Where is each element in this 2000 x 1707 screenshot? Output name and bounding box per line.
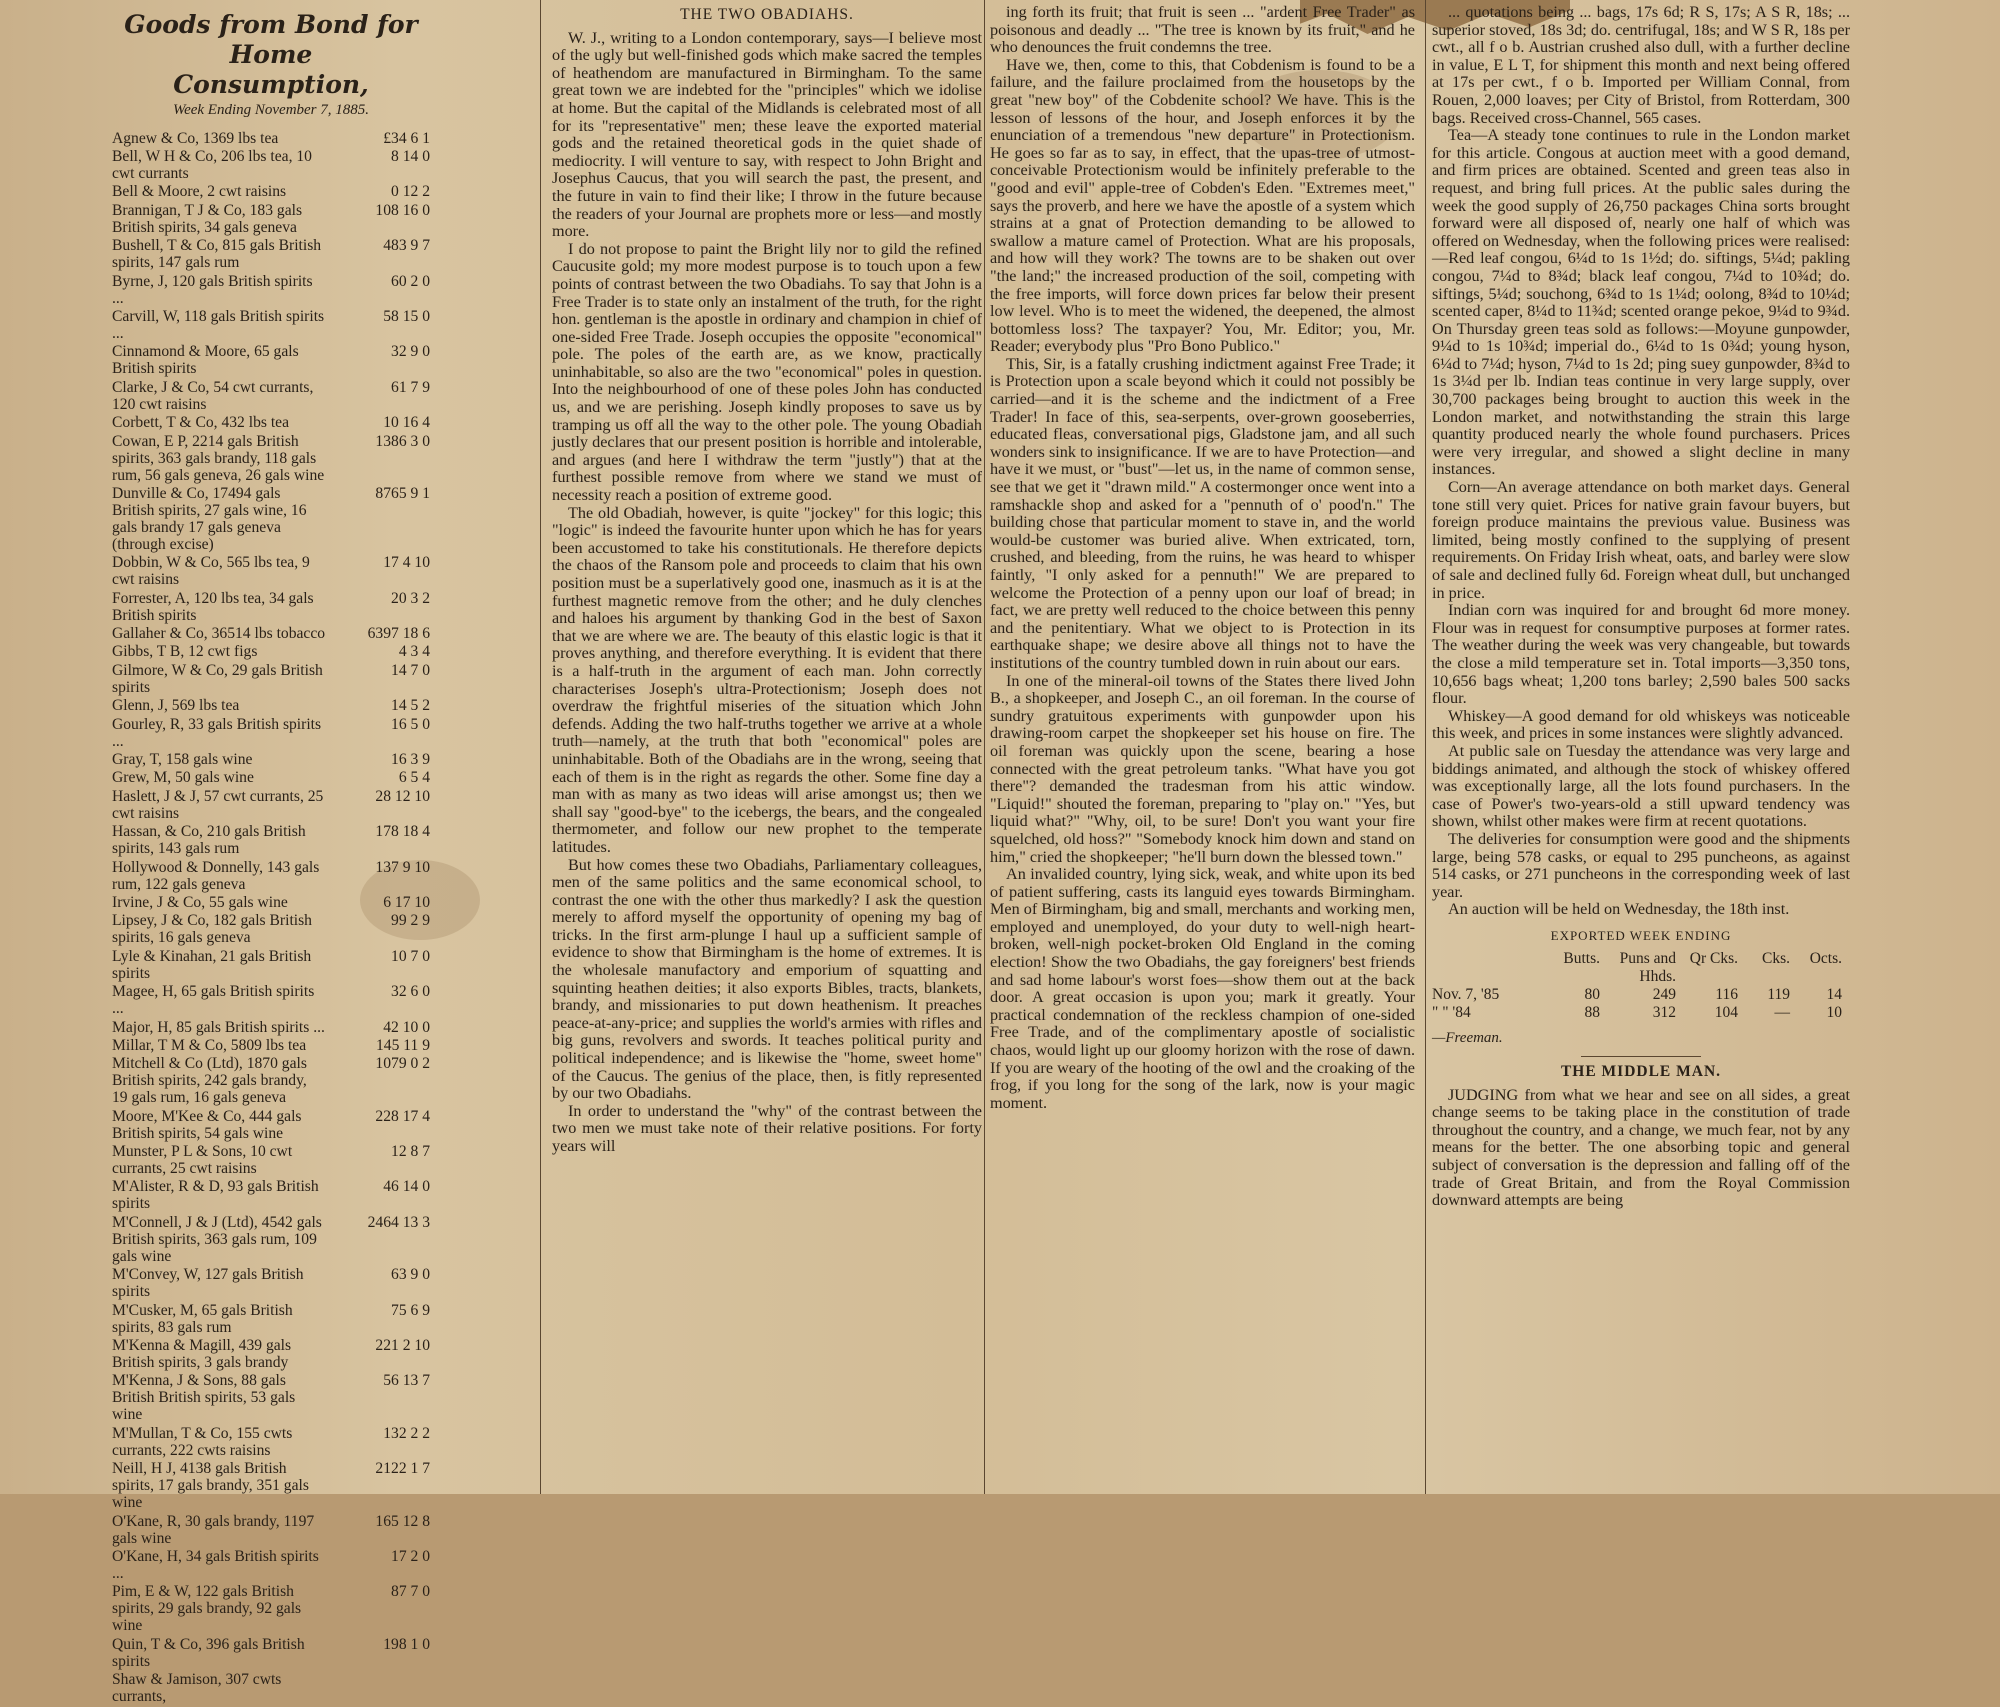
bond-row-value: 12 8 7	[391, 1143, 430, 1161]
bond-row-name: Shaw & Jamison, 307 cwts currants,	[112, 1671, 282, 1706]
bond-row-name: Major, H, 85 gals British spirits ...	[112, 1018, 325, 1036]
bond-row-name: M'Connell, J & J (Ltd), 4542 gals British spirits, 363 gals rum, 109 gals wine	[112, 1213, 322, 1265]
article-body	[990, 4, 1415, 1112]
bond-row-name: Gibbs, T B, 12 cwt figs	[112, 643, 258, 661]
bond-row-name: Haslett, J & J, 57 cwt currants, 25 cwt raisins	[112, 787, 324, 822]
bond-row	[112, 625, 430, 642]
middle-man-paragraph: JUDGING from what we hear and see on all sides, a great change seems to be taking place in the constitution of trade throughout the country, and a change, we much fear, not by any means for the better. The one absorbing topic and general subject of conversation is the depression and falling off of the trade of Great Britain, and from the Royal Commission downward attempts are being	[1432, 1085, 1850, 1210]
bond-row-name: Clarke, J & Co, 54 cwt currants, 120 cwt raisins	[112, 378, 314, 413]
bond-row	[112, 1372, 430, 1423]
table-cell: 14	[1826, 986, 1842, 1004]
article-heading: THE TWO OBADIAHS.	[680, 6, 854, 23]
table-header-row	[1432, 950, 1850, 986]
bond-row	[112, 697, 430, 714]
table-cell: Octs.	[1809, 950, 1842, 968]
table-cell: 88	[1584, 1004, 1600, 1022]
paragraph: The old Obadiah, however, is quite "jockey" for this logic; this "logic" is indeed the favourite hunter upon which he has for years been accustomed to take his constitutionals. He therefore depicts the chaos of the Ransom pole and proceeds to claim that his own position must be a superlatively good one, inasmuch as it is at the furthest magnetic remove from the other; and he duly clenches and haloes his argument by thanking God in the best of Saxon that we are where we are. The beauty of this elastic logic is that it proves anything, and therefore everything. It is evident that there is a half-truth in the argument of each man. John correctly characterises Joseph's ultra-Protectionism; Joseph does not overdraw the frightful miseries of the situation which John defends. Adding the two half-truths together we arrive at a whole truth—namely, at the truth that both "economical" poles are uninhabitable. Both of the Obadiahs are in the wrong, seeing that each of them is in the right as regards the other. Some fine day a man with as many as two ideas will arise amongst us; then we shall say "good-bye" to the icebergs, the bears, and the congealed thermometer, and follow our new prophet to the temperate latitudes.	[552, 503, 982, 856]
bond-row-value: 42 10 0	[383, 1018, 430, 1036]
paragraph: At public sale on Tuesday the attendance was very large and biddings animated, and although the stock of whiskey offered was exceptionally large, all the lots found purchasers. In the case of Power's two-years-old a still upward tendency was shown, whilst other makes were firm at recent quotations.	[1432, 741, 1850, 831]
bond-row-name: Gilmore, W & Co, 29 gals British spirits	[112, 661, 323, 696]
paragraph: Whiskey—A good demand for old whiskeys was noticeable this week, and prices in some instances were slightly advanced.	[1432, 706, 1850, 743]
divider	[1581, 1056, 1701, 1057]
bond-title-line1: Goods from Bond for Home	[124, 10, 418, 69]
bond-row-name: M'Convey, W, 127 gals British spirits	[112, 1266, 304, 1301]
bond-row-value: 63 9 0	[391, 1266, 430, 1284]
bond-row-value: 10 16 4	[383, 414, 430, 432]
bond-row	[112, 1583, 430, 1634]
bond-row-name: M'Alister, R & D, 93 gals British spirits	[112, 1178, 319, 1213]
bond-row-value: 10 7 0	[391, 947, 430, 965]
bond-row-name: Bell & Moore, 2 cwt raisins	[112, 183, 287, 201]
bond-row-name: Neill, H J, 4138 gals British spirits, 17 gals brandy, 351 gals wine	[112, 1460, 309, 1512]
bond-row-value: 99 2 9	[391, 912, 430, 930]
bond-row-value: 60 2 0	[391, 272, 430, 290]
bond-row-name: Gray, T, 158 gals wine	[112, 751, 253, 769]
bond-row	[112, 859, 430, 893]
paragraph: But how comes these two Obadiahs, Parliamentary colleagues, men of the same politics and the same economical school, to contrast the one with the other thus markedly? I ask the question merely to afford myself the opportunity of opening my bag of tricks. In the first arm-plunge I haul up a sufficient sample of evidence to show that Birmingham is the home of extremes. It is the wholesale manufactory and emporium of squatting and squinting heathen deities; it also exports Bibles, tracts, blankets, brandy, and missionaries to put down heathenism. It preaches peace-at-any-price; and supplies the world's armies with rifles and big guns, revolvers and swords. It teaches political purity and political independence; and is likewise the "home, sweet home" of the Caucus. The genius of the place, then, is fitly represented by our two Obadiahs.	[552, 855, 982, 1103]
bond-row-name: Brannigan, T J & Co, 183 gals British spirits, 34 gals geneva	[112, 201, 303, 236]
bond-row-value: 132 2 2	[383, 1424, 430, 1442]
bond-row-value: 8 14 0	[391, 147, 430, 165]
bond-row-value: 16 3 9	[391, 751, 430, 769]
bond-row-name: Byrne, J, 120 gals British spirits ...	[112, 272, 313, 307]
bond-goods-column	[112, 0, 430, 1706]
bond-row-value: 108 16 0	[375, 201, 430, 219]
bond-row-value: 20 3 2	[391, 589, 430, 607]
bond-row-value: 17 4 10	[383, 554, 430, 572]
bond-row	[112, 1302, 430, 1336]
bond-row	[112, 1055, 430, 1106]
paragraph: This, Sir, is a fatally crushing indictment against Free Trade; it is Protection upon a scale beyond which it could not possibly be carried—and it is the scheme and the indictment of a Free Trader! In face of this, sea-serpents, over-grown gooseberries, educated fleas, conversational pigs, Gladstone jam, and all such wonders sink to insignificance. If we are to have Protection—and have it we must, or "bust"—let us, in the name of common sense, see that we get it "drawn mild." A costermonger once went into a ramshackle shop and asked for a "pennuth of o' pood'n." The building chose that particular moment to stave in, and the world would-be customer was buried alive. When extricated, torn, crushed, and bleeding, from the ruins, he was heard to whisper faintly, "I only asked for a pennuth!" We are prepared to welcome the Protection of a penny upon our loaf of bread; in fact, we are pretty well reduced to the choice between this penny and the penitentiary. What we object to is Protection in its earthquake shape; we desire above all things not to have the institutions of the country tumbled down in ruin about our ears.	[990, 354, 1415, 672]
bond-row	[112, 983, 430, 1017]
bond-row-name: O'Kane, H, 34 gals British spirits ...	[112, 1548, 319, 1582]
bond-row	[112, 1636, 430, 1670]
bond-row	[112, 1178, 430, 1212]
bond-row-name: Millar, T M & Co, 5809 lbs tea	[112, 1036, 307, 1054]
bond-row	[112, 590, 430, 624]
table-cell: 80	[1584, 986, 1600, 1004]
bond-row-name: Irvine, J & Co, 55 gals wine	[112, 893, 288, 911]
bond-row-value: 6 17 10	[383, 893, 430, 911]
table-cell: 249	[1652, 986, 1676, 1004]
bond-row	[112, 788, 430, 822]
bond-row	[112, 308, 430, 342]
bond-row-name: Munster, P L & Sons, 10 cwt currants, 25 cwt raisins	[112, 1143, 293, 1178]
article-body	[552, 30, 982, 1156]
bond-row-value	[332, 1671, 430, 1705]
table-source: —Freeman.	[1432, 1030, 1503, 1047]
bond-row-name: Bell, W H & Co, 206 lbs tea, 10 cwt currants	[112, 147, 312, 182]
table-cell: 116	[1715, 986, 1738, 1004]
paragraph: Corn—An average attendance on both market days. General tone still very quiet. Prices for native grain favour buyers, but foreign produce maintains the previous value. Business was limited, being mostly confined to the supplying of present requirements. On Friday Irish wheat, oats, and barley were slow of sale and declined fully 6d. Foreign wheat dull, but unchanged in price.	[1432, 478, 1850, 602]
bond-row	[112, 751, 430, 768]
table-cell: 104	[1714, 1004, 1738, 1022]
bond-row	[112, 1548, 430, 1582]
bond-row-value: 32 6 0	[391, 983, 430, 1001]
table-cell	[1432, 950, 1542, 986]
bond-row-value: 14 7 0	[391, 661, 430, 679]
bond-row	[112, 433, 430, 484]
bond-row-value: 178 18 4	[375, 823, 430, 841]
bond-row-value: 6 5 4	[398, 769, 430, 787]
bond-row-name: Pim, E & W, 122 gals British spirits, 29 gals brandy, 92 gals wine	[112, 1583, 302, 1635]
bond-row-name: Lyle & Kinahan, 21 gals British spirits	[112, 947, 312, 982]
table-cell: —	[1774, 1004, 1790, 1022]
bond-row-name: M'Kenna & Magill, 439 gals British spirits, 3 gals brandy	[112, 1337, 292, 1372]
paragraph: ... quotations being ... bags, 17s 6d; R S, 17s; A S R, 18s; ... superior stoved, 18s 3d; do. centrifugal, 18s; and W S R, 18s per cwt., all f o b. Austrian crushed also dull, with a further decline in value, E L T, for shipment this month and next being offered at 17s per cwt., f o b. Imported per William Connal, from Rouen, 2,000 loaves; per City of Bristol, from Rotterdam, 300 bags. Received cross-Channel, 565 cases.	[1432, 3, 1850, 127]
bond-row	[112, 912, 430, 946]
bond-row-name: Cinnamond & Moore, 65 gals British spirits	[112, 343, 299, 378]
bond-row-name: Mitchell & Co (Ltd), 1870 gals British spirits, 242 gals brandy, 19 gals rum, 16 gals geneva	[112, 1055, 307, 1107]
bond-row	[112, 343, 430, 377]
paragraph: Tea—A steady tone continues to rule in the London market for this article. Congous at auction meet with a good demand, and firm prices are obtained. Scented and green teas also in request, and bring full prices. At the public sales during the week the good supply of 26,750 packages China sorts brought forward were all disposed of, nearly one half of which was offered on Wednesday, when the following prices were realised:—Red leaf congou, 6¼d to 1s 1½d; do. siftings, 5¼d; pakling congou, 7¼d to 8¾d; black leaf congou, 7¼d to 10¾d; do. siftings, 5¼d; souchong, 6¾d to 1s 1¼d; oolong, 8¾d to 10¼d; scented caper, 8¼d to 11¾d; scented orange pekoe, 9¼d to 9¾d. On Thursday green teas sold as follows:—Moyune gunpowder, 9¼d to 1s 10¾d; imperial do., 6¼d to 1s 0¾d; young hyson, 6¼d to 7¼d; hyson, 7¼d to 1s 2d; ping suey gunpowder, 8¾d to 1s 3¼d per lb. Indian teas continue in very large supply, over 30,700 packages being brought to auction this week in the London market, and notwithstanding the strain this large quantity produced nearly the whole found purchasers. Prices were very irregular, and showed a slight decline in many instances.	[1432, 126, 1850, 479]
export-table	[1432, 950, 1850, 1022]
bond-row-value: 14 5 2	[391, 697, 430, 715]
bond-row-value: 0 12 2	[391, 183, 430, 201]
bond-row	[112, 237, 430, 271]
bond-row-value: 58 15 0	[383, 307, 430, 325]
bond-list	[112, 130, 430, 1707]
paragraph: The deliveries for consumption were good and the shipments large, being 578 casks, or equal to 295 puncheons, as against 514 casks, or 271 puncheons in the corresponding week of last year.	[1432, 829, 1850, 901]
bond-row-name: Glenn, J, 569 lbs tea	[112, 697, 240, 715]
bond-row	[112, 823, 430, 857]
bond-row	[112, 130, 430, 147]
paragraph: ing forth its fruit; that fruit is seen ... "ardent Free Trader" as poisonous and deadly ... "The tree is known by its fruit," and he who denounces the fruit condemns the tree.	[990, 3, 1415, 57]
middle-man-heading: THE MIDDLE MAN.	[1560, 1063, 1722, 1081]
bond-row-value: 145 11 9	[376, 1036, 430, 1054]
bond-row-value: 198 1 0	[383, 1635, 430, 1653]
bond-row-name: Hassan, & Co, 210 gals British spirits, 143 gals rum	[112, 823, 306, 858]
bond-row-value: 2464 13 3	[367, 1213, 430, 1231]
bond-row	[112, 662, 430, 696]
bond-row-name: Gourley, R, 33 gals British spirits ...	[112, 715, 322, 750]
table-row	[1432, 986, 1850, 1004]
bond-row	[112, 1214, 430, 1265]
bond-row	[112, 1460, 430, 1511]
bond-row-name: Corbett, T & Co, 432 lbs tea	[112, 414, 290, 432]
bond-row	[112, 202, 430, 236]
bond-row-value: 221 2 10	[375, 1337, 430, 1355]
paragraph: Have we, then, come to this, that Cobdenism is found to be a failure, and the failure proclaimed from the housetops by the great "new boy" of the Cobdenite school? We have. This is the lesson of lessons of the hour, and Joseph enforces it by the enunciation of a tremendous "new departure" in Protectionism. He goes so far as to say, in effect, that the upas-tree of utmost-conceivable Protectionism would be infinitely preferable to the "good and evil" apple-tree of Cobden's Eden. "Extremes meet," says the proverb, and here we have the apostle of a system which strains at a gnat of Protection demanding to be allowed to swallow a mature camel of Protection. What are his proposals, and how will they work? The towns are to be shaken out over "the land;" the increased production of the soil, competing with the free imports, will force down prices far below their present low level. Who is to meet the widened, the deepened, the almost bottomless loss? The taxpayer? You, Mr. Editor; you, Mr. Reader; everybody plus "Pro Bono Publico."	[990, 55, 1415, 356]
bond-row	[112, 643, 430, 660]
bond-row-name: Magee, H, 65 gals British spirits ...	[112, 983, 315, 1018]
bond-row-name: M'Mullan, T & Co, 155 cwts currants, 222 cwts raisins	[112, 1424, 293, 1459]
bond-row-value: 17 2 0	[391, 1548, 430, 1565]
bond-row-value: 165 12 8	[375, 1512, 430, 1530]
bond-row-value: 56 13 7	[383, 1372, 430, 1390]
bond-row-name: O'Kane, R, 30 gals brandy, 1197 gals wine	[112, 1512, 315, 1547]
bond-row-value: 61 7 9	[391, 378, 430, 396]
bond-row	[112, 1513, 430, 1547]
paragraph: In order to understand the "why" of the contrast between the two men we must take note of their relative positions. For forty years will	[552, 1101, 982, 1155]
bond-row-name: Dunville & Co, 17494 gals British spirits, 27 gals wine, 16 gals brandy 17 gals geneva (through excise)	[112, 484, 307, 553]
bond-row	[112, 1037, 430, 1054]
bond-row	[112, 1425, 430, 1459]
bond-row	[112, 554, 430, 588]
paragraph: Indian corn was inquired for and brought 6d more money. Flour was in request for consumptive purposes at former rates. The weather during the week was very changeable, but towards the close a mild temperature set in. Total imports—3,350 tons, 10,656 bags wheat; 1,200 tons barley; 2,590 bales 500 sacks flour.	[1432, 601, 1850, 708]
paragraph: In one of the mineral-oil towns of the States there lived John B., a shopkeeper, and Joseph C., an oil foreman. In the course of sundry gratuitous experiments with gunpowder upon his drawing-room carpet the shopkeeper set his house on fire. The oil foreman was quickly upon the scene, bearing a hose connected with the great petroleum tanks. "What have you got there"? demanded the tradesman from his attic window. "Liquid!" shouted the foreman, preparing to "play on." "Yes, but liquid what?" "Why, oil, to be sure! Don't you want your fire squelched, old hoss?" "Somebody knock him down and stand on him," cried the shopkeeper; "he'll burn down the blessed town."	[990, 671, 1415, 866]
bond-row-name: Gallaher & Co, 36514 lbs tobacco	[112, 625, 326, 643]
bond-row-value: 137 9 10	[375, 858, 430, 876]
bond-row	[112, 1019, 430, 1036]
paragraph: An auction will be held on Wednesday, the 18th inst.	[1448, 900, 1790, 919]
bond-row-value: 2122 1 7	[375, 1460, 430, 1478]
bond-row	[112, 1337, 430, 1371]
bond-row-value: 75 6 9	[391, 1301, 430, 1319]
bond-row-value: 1079 0 2	[375, 1055, 430, 1073]
table-cell: 312	[1652, 1004, 1676, 1022]
bond-row-name: M'Cusker, M, 65 gals British spirits, 83 gals rum	[112, 1301, 293, 1336]
table-cell: Cks.	[1762, 950, 1790, 968]
obadiahs-column	[552, 0, 982, 1494]
bond-row-name: Quin, T & Co, 396 gals British spirits	[112, 1635, 305, 1670]
bond-row-value: 483 9 7	[383, 237, 430, 255]
bond-row-name: Grew, M, 50 gals wine	[112, 769, 254, 787]
bond-row-value: 32 9 0	[391, 343, 430, 361]
paragraph: An invalided country, lying sick, weak, and white upon its bed of patient suffering, casts its languid eyes towards Birmingham. Men of Birmingham, big and small, merchants and working men, employed and unemployed, do your duty to well-nigh heart-broken, well-nigh pocket-broken Old England in the coming election! Show the two Obadiahs, the gay foreigners' best friends and sad home labour's worst foes—show them out at the back door. A great occasion is upon you; mark it greatly. Your practical condemnation of the reckless champion of one-sided Free Trade, and of the complimentary apostle of socialistic chaos, would light up our gloomy horizon with the rose of dawn. If you are weary of the hooting of the owl and the croaking of the frog, if you long for the song of the lark, now is your magic moment.	[990, 865, 1415, 1112]
paragraph: W. J., writing to a London contemporary, says—I believe most of the ugly but well-finished gods which make sacred the temples of heathendom are manufactured in Birmingham. To the same great town we are indebted for the "principles" which we idolise at home. But the capital of the Midlands is celebrated most of all for its "representative" men; these leave the exported material gods and the retained theoretical gods in the quiet shade of mediocrity. I will venture to say, with respect to John Bright and Josephus Caucus, that you will search the past, the present, and the future in vain to find their like; I throw in the future because the readers of your Journal are prophets more or less—and mostly more.	[552, 28, 982, 241]
bond-row-name: Moore, M'Kee & Co, 444 gals British spirits, 54 gals wine	[112, 1107, 302, 1142]
bond-row-name: Carvill, W, 118 gals British spirits ...	[112, 307, 325, 342]
table-cell: Butts.	[1563, 950, 1600, 968]
markets-body	[1432, 4, 1850, 919]
table-cell: " " '84	[1432, 1004, 1471, 1022]
bond-row	[112, 894, 430, 911]
table-row	[1432, 1004, 1850, 1022]
bond-row	[112, 148, 430, 182]
bond-row	[112, 1108, 430, 1142]
bond-row-name: Hollywood & Donnelly, 143 gals rum, 122 gals geneva	[112, 858, 320, 893]
table-cell: Qr Cks.	[1689, 950, 1738, 968]
bond-row	[112, 1143, 430, 1177]
bond-row	[112, 485, 430, 553]
bond-row-name: Forrester, A, 120 lbs tea, 34 gals British spirits	[112, 589, 314, 624]
bond-row-name: Dobbin, W & Co, 565 lbs tea, 9 cwt raisins	[112, 554, 310, 589]
table-cell: 119	[1767, 986, 1790, 1004]
bond-subtitle: Week Ending November 7, 1885.	[172, 102, 370, 118]
bond-row	[112, 183, 430, 200]
bond-row-name: Cowan, E P, 2214 gals British spirits, 363 gals brandy, 118 gals rum, 56 gals geneva, 26 gals wine	[112, 432, 325, 484]
bond-row-value: 46 14 0	[383, 1178, 430, 1196]
obadiahs-continued-column	[990, 0, 1415, 1494]
bond-row	[112, 948, 430, 982]
bond-row	[112, 273, 430, 307]
column-rule	[540, 0, 541, 1494]
bond-row-name: Bushell, T & Co, 815 gals British spirits, 147 gals rum	[112, 237, 322, 272]
bond-row-name: Lipsey, J & Co, 182 gals British spirits, 16 gals geneva	[112, 912, 312, 947]
table-cell: Puns and Hhds.	[1619, 950, 1676, 986]
table-cell: 10	[1826, 1004, 1842, 1022]
bond-row-value: 228 17 4	[375, 1107, 430, 1125]
markets-column	[1432, 0, 1850, 1494]
bond-row-value: 4 3 4	[398, 643, 430, 661]
bond-row-value: 6397 18 6	[367, 625, 430, 643]
bond-row-value: 16 5 0	[391, 715, 430, 733]
export-table-title: EXPORTED WEEK ENDING	[1550, 927, 1732, 943]
bond-row-value: 1386 3 0	[375, 432, 430, 450]
paragraph: I do not propose to paint the Bright lily nor to gild the refined Caucusite gold; my more modest purpose is to touch upon a few points of contrast between the two Obadiahs. To say that John is a Free Trader is to state only an instalment of the truth, for the right hon. gentleman is the apostle in ordinary and champion in chief of one-sided Free Trade. Joseph occupies the opposite "economical" pole. The poles of the earth are, as we know, practically uninhabitable, so also are the two "economical" poles in question. Into the neighbourhood of one of these poles John has conducted us, and we are perishing. Joseph kindly proposes to save us by tramping us off all the way to the other pole. The young Obadiah justly declares that our present position is horrible and intolerable, and argues (and here I withdraw the term "justly") that at the furthest possible remove from where we stand we must of necessity reach a position of extreme good.	[552, 239, 982, 505]
bond-row	[112, 769, 430, 786]
bond-row	[112, 414, 430, 431]
column-rule	[984, 0, 985, 1494]
column-rule	[1425, 0, 1426, 1494]
bond-row-name: M'Kenna, J & Sons, 88 gals British British spirits, 53 gals wine	[112, 1372, 296, 1424]
bond-row-value: 87 7 0	[391, 1583, 430, 1601]
bond-row	[112, 1671, 430, 1705]
bond-row-value: 28 12 10	[375, 787, 430, 805]
bond-row	[112, 716, 430, 750]
table-cell: Nov. 7, '85	[1432, 986, 1500, 1004]
bond-row	[112, 1266, 430, 1300]
bond-row-value: £34 6 1	[383, 129, 430, 147]
bond-row	[112, 379, 430, 413]
bond-title-line2: Consumption,	[173, 70, 369, 99]
bond-row-name: Agnew & Co, 1369 lbs tea	[112, 129, 279, 147]
bond-row-value: 8765 9 1	[375, 484, 430, 502]
